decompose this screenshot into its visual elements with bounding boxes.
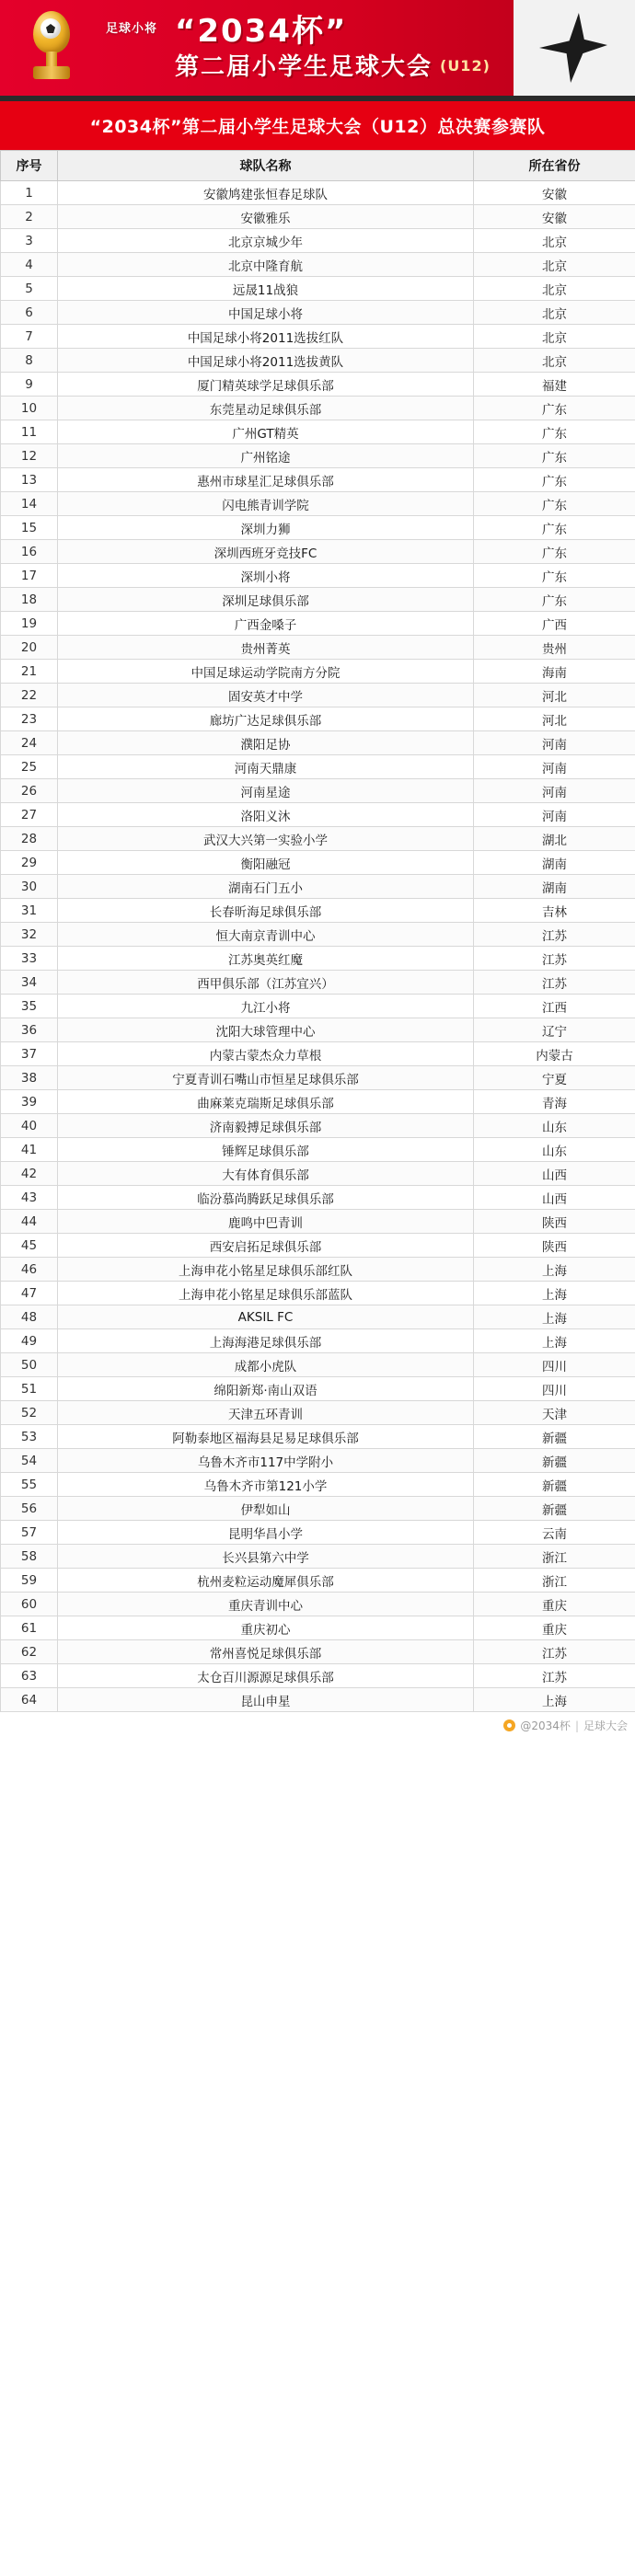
cell-province: 内蒙古 (474, 1042, 635, 1066)
table-row (1, 923, 635, 947)
table-row (1, 779, 635, 803)
cell-team-name: 曲麻莱克瑞斯足球俱乐部 (58, 1090, 474, 1114)
watermark-handle: @2034杯 (520, 1719, 571, 1732)
cell-team-name: 北京京城少年 (58, 229, 474, 253)
cell-team-name: 广西金嗓子 (58, 612, 474, 636)
cell-province: 重庆 (474, 1593, 635, 1616)
cell-team-name: 恒大南京青训中心 (58, 923, 474, 947)
cell-province: 陕西 (474, 1210, 635, 1234)
cell-index: 21 (1, 660, 58, 684)
banner-age-group: (U12) (440, 57, 491, 75)
table-row (1, 707, 635, 731)
table-row (1, 1090, 635, 1114)
table-row (1, 1186, 635, 1210)
cell-index: 42 (1, 1162, 58, 1186)
cell-index: 48 (1, 1305, 58, 1329)
cell-index: 13 (1, 468, 58, 492)
table-row (1, 301, 635, 325)
cell-province: 河南 (474, 803, 635, 827)
cell-index: 14 (1, 492, 58, 516)
watermark (503, 1718, 628, 1733)
table-header-row (1, 151, 635, 181)
cell-team-name: 廊坊广达足球俱乐部 (58, 707, 474, 731)
cell-index: 62 (1, 1640, 58, 1664)
cell-team-name: 九江小将 (58, 995, 474, 1018)
cell-index: 55 (1, 1473, 58, 1497)
cell-index: 19 (1, 612, 58, 636)
cell-index: 4 (1, 253, 58, 277)
banner-title-line1: “2034杯” (175, 13, 348, 50)
cell-index: 26 (1, 779, 58, 803)
cell-team-name: 昆山申星 (58, 1688, 474, 1712)
table-row (1, 851, 635, 875)
table-row (1, 612, 635, 636)
cell-province: 宁夏 (474, 1066, 635, 1090)
cell-province: 江苏 (474, 1664, 635, 1688)
cell-index: 59 (1, 1569, 58, 1593)
cell-province: 上海 (474, 1258, 635, 1282)
cell-province: 广东 (474, 444, 635, 468)
cell-team-name: 常州喜悦足球俱乐部 (58, 1640, 474, 1664)
cell-index: 61 (1, 1616, 58, 1640)
cell-province: 贵州 (474, 636, 635, 660)
cell-province: 北京 (474, 229, 635, 253)
weibo-icon (503, 1719, 515, 1731)
table-row (1, 660, 635, 684)
table-row (1, 899, 635, 923)
cell-province: 河南 (474, 779, 635, 803)
cell-province: 山西 (474, 1162, 635, 1186)
cell-province: 陕西 (474, 1234, 635, 1258)
cell-province: 江苏 (474, 947, 635, 971)
cell-team-name: 鹿鸣中巴青训 (58, 1210, 474, 1234)
cell-index: 33 (1, 947, 58, 971)
cell-index: 27 (1, 803, 58, 827)
cell-province: 四川 (474, 1353, 635, 1377)
cell-team-name: 西安启拓足球俱乐部 (58, 1234, 474, 1258)
cell-team-name: 重庆初心 (58, 1616, 474, 1640)
table-row (1, 827, 635, 851)
cell-index: 23 (1, 707, 58, 731)
cell-index: 38 (1, 1066, 58, 1090)
cell-team-name: 固安英才中学 (58, 684, 474, 707)
cell-index: 53 (1, 1425, 58, 1449)
cell-province: 江苏 (474, 923, 635, 947)
cell-province: 广东 (474, 516, 635, 540)
cell-province: 上海 (474, 1329, 635, 1353)
cell-province: 山西 (474, 1186, 635, 1210)
cell-team-name: 上海海港足球俱乐部 (58, 1329, 474, 1353)
table-row (1, 1640, 635, 1664)
cell-team-name: 洛阳义沐 (58, 803, 474, 827)
cell-index: 34 (1, 971, 58, 995)
table-row (1, 1377, 635, 1401)
cell-index: 56 (1, 1497, 58, 1521)
table-row (1, 995, 635, 1018)
table-row (1, 1258, 635, 1282)
cell-team-name: 上海申花小铭星足球俱乐部蓝队 (58, 1282, 474, 1305)
soccer-ball-icon (40, 18, 61, 39)
cell-team-name: 宁夏青训石嘴山市恒星足球俱乐部 (58, 1066, 474, 1090)
cell-index: 16 (1, 540, 58, 564)
watermark-separator: | (574, 1719, 579, 1732)
table-row (1, 325, 635, 349)
cell-province: 吉林 (474, 899, 635, 923)
cell-province: 安徽 (474, 181, 635, 205)
cell-index: 2 (1, 205, 58, 229)
column-header-province: 所在省份 (474, 151, 635, 181)
cell-index: 30 (1, 875, 58, 899)
cell-index: 44 (1, 1210, 58, 1234)
cell-province: 福建 (474, 373, 635, 397)
table-row (1, 1664, 635, 1688)
table-row (1, 1138, 635, 1162)
cell-province: 广东 (474, 564, 635, 588)
table-row (1, 1066, 635, 1090)
cell-index: 7 (1, 325, 58, 349)
cell-team-name: 大有体育俱乐部 (58, 1162, 474, 1186)
cell-team-name: 中国足球小将 (58, 301, 474, 325)
cell-team-name: 广州GT精英 (58, 420, 474, 444)
cell-index: 3 (1, 229, 58, 253)
cell-province: 上海 (474, 1305, 635, 1329)
table-row (1, 1162, 635, 1186)
banner-left-graphics (0, 0, 101, 96)
cell-index: 24 (1, 731, 58, 755)
cell-province: 新疆 (474, 1473, 635, 1497)
cell-province: 河北 (474, 684, 635, 707)
cell-index: 22 (1, 684, 58, 707)
table-row (1, 731, 635, 755)
cell-team-name: 西甲俱乐部（江苏宜兴） (58, 971, 474, 995)
cell-province: 青海 (474, 1090, 635, 1114)
table-row (1, 1042, 635, 1066)
cell-index: 40 (1, 1114, 58, 1138)
cell-province: 河北 (474, 707, 635, 731)
cell-index: 20 (1, 636, 58, 660)
cell-team-name: 远晟11战狼 (58, 277, 474, 301)
cell-province: 江苏 (474, 971, 635, 995)
cell-index: 8 (1, 349, 58, 373)
trophy-base-shape (33, 66, 70, 79)
cell-team-name: 乌鲁木齐市117中学附小 (58, 1449, 474, 1473)
cell-index: 9 (1, 373, 58, 397)
cell-index: 15 (1, 516, 58, 540)
cell-team-name: 阿勒泰地区福海县足易足球俱乐部 (58, 1425, 474, 1449)
cell-index: 54 (1, 1449, 58, 1473)
cell-team-name: 太仓百川源源足球俱乐部 (58, 1664, 474, 1688)
banner-right-panel (514, 0, 635, 96)
banner-title-line2: 第二届小学生足球大会 (175, 53, 433, 81)
cell-index: 41 (1, 1138, 58, 1162)
cell-province: 北京 (474, 325, 635, 349)
cell-province: 安徽 (474, 205, 635, 229)
cell-team-name: 深圳力狮 (58, 516, 474, 540)
cell-index: 10 (1, 397, 58, 420)
teams-table-container (0, 150, 635, 1712)
cell-province: 广东 (474, 420, 635, 444)
cell-index: 36 (1, 1018, 58, 1042)
table-row (1, 1282, 635, 1305)
cell-index: 47 (1, 1282, 58, 1305)
table-row (1, 971, 635, 995)
table-row (1, 229, 635, 253)
table-row (1, 875, 635, 899)
teams-table (0, 150, 635, 1712)
table-row (1, 803, 635, 827)
column-header-index: 序号 (1, 151, 58, 181)
cell-province: 广东 (474, 397, 635, 420)
table-row (1, 1569, 635, 1593)
cell-team-name: 安徽雅乐 (58, 205, 474, 229)
cell-province: 浙江 (474, 1545, 635, 1569)
table-row (1, 1234, 635, 1258)
cell-team-name: 杭州麦粒运动魔犀俱乐部 (58, 1569, 474, 1593)
table-row (1, 1210, 635, 1234)
cell-team-name: 乌鲁木齐市第121小学 (58, 1473, 474, 1497)
cell-team-name: 安徽鸠建张恒春足球队 (58, 181, 474, 205)
cell-index: 46 (1, 1258, 58, 1282)
table-row (1, 684, 635, 707)
table-row (1, 397, 635, 420)
cell-province: 北京 (474, 301, 635, 325)
table-row (1, 1449, 635, 1473)
table-row (1, 373, 635, 397)
table-row (1, 444, 635, 468)
table-row (1, 492, 635, 516)
cell-index: 52 (1, 1401, 58, 1425)
cell-team-name: AKSIL FC (58, 1305, 474, 1329)
cell-province: 天津 (474, 1401, 635, 1425)
cell-index: 60 (1, 1593, 58, 1616)
cell-team-name: 湖南石门五小 (58, 875, 474, 899)
cell-province: 广西 (474, 612, 635, 636)
cell-index: 11 (1, 420, 58, 444)
table-row (1, 1593, 635, 1616)
table-row (1, 588, 635, 612)
cell-index: 35 (1, 995, 58, 1018)
cell-team-name: 天津五环青训 (58, 1401, 474, 1425)
cell-index: 39 (1, 1090, 58, 1114)
cell-index: 25 (1, 755, 58, 779)
cell-province: 上海 (474, 1688, 635, 1712)
cell-team-name: 厦门精英球学足球俱乐部 (58, 373, 474, 397)
cell-province: 北京 (474, 349, 635, 373)
star-spark-icon (539, 13, 607, 83)
cell-index: 57 (1, 1521, 58, 1545)
column-header-team-name: 球队名称 (58, 151, 474, 181)
table-row (1, 253, 635, 277)
cell-team-name: 闪电熊青训学院 (58, 492, 474, 516)
cell-province: 广东 (474, 540, 635, 564)
cell-province: 江西 (474, 995, 635, 1018)
table-row (1, 516, 635, 540)
trophy-icon (24, 7, 79, 86)
organizer-logo-badge: 足球小将 (105, 21, 157, 36)
table-row (1, 468, 635, 492)
cell-index: 51 (1, 1377, 58, 1401)
cell-index: 63 (1, 1664, 58, 1688)
cell-province: 重庆 (474, 1616, 635, 1640)
cell-index: 50 (1, 1353, 58, 1377)
cell-team-name: 深圳西班牙竞技FC (58, 540, 474, 564)
cell-index: 6 (1, 301, 58, 325)
cell-team-name: 深圳小将 (58, 564, 474, 588)
cell-province: 广东 (474, 588, 635, 612)
table-row (1, 1616, 635, 1640)
cell-index: 45 (1, 1234, 58, 1258)
table-row (1, 1473, 635, 1497)
cell-index: 5 (1, 277, 58, 301)
cell-province: 新疆 (474, 1449, 635, 1473)
table-row (1, 420, 635, 444)
cell-province: 湖南 (474, 851, 635, 875)
table-row (1, 1497, 635, 1521)
cell-team-name: 绵阳新郑·南山双语 (58, 1377, 474, 1401)
cell-index: 32 (1, 923, 58, 947)
table-row (1, 1425, 635, 1449)
cell-province: 山东 (474, 1114, 635, 1138)
table-row (1, 564, 635, 588)
table-row (1, 1353, 635, 1377)
cell-team-name: 昆明华昌小学 (58, 1521, 474, 1545)
cell-team-name: 成都小虎队 (58, 1353, 474, 1377)
table-row (1, 1018, 635, 1042)
cell-team-name: 中国足球小将2011选拔黄队 (58, 349, 474, 373)
cell-province: 山东 (474, 1138, 635, 1162)
cell-team-name: 沈阳大球管理中心 (58, 1018, 474, 1042)
table-row (1, 1521, 635, 1545)
cell-province: 广东 (474, 492, 635, 516)
cell-index: 1 (1, 181, 58, 205)
table-row (1, 205, 635, 229)
cell-team-name: 临汾慕尚腾跃足球俱乐部 (58, 1186, 474, 1210)
table-row (1, 755, 635, 779)
cell-team-name: 内蒙古蒙杰众力草根 (58, 1042, 474, 1066)
cell-team-name: 濮阳足协 (58, 731, 474, 755)
cell-province: 辽宁 (474, 1018, 635, 1042)
cell-team-name: 中国足球小将2011选拔红队 (58, 325, 474, 349)
table-row (1, 1401, 635, 1425)
cell-province: 上海 (474, 1282, 635, 1305)
cell-province: 北京 (474, 253, 635, 277)
cell-team-name: 伊犁如山 (58, 1497, 474, 1521)
watermark-text: 足球大会 (583, 1719, 628, 1732)
cell-team-name: 重庆青训中心 (58, 1593, 474, 1616)
cell-index: 29 (1, 851, 58, 875)
cell-team-name: 长春昕海足球俱乐部 (58, 899, 474, 923)
cell-team-name: 长兴县第六中学 (58, 1545, 474, 1569)
cell-province: 云南 (474, 1521, 635, 1545)
cell-index: 58 (1, 1545, 58, 1569)
cell-province: 四川 (474, 1377, 635, 1401)
cell-index: 17 (1, 564, 58, 588)
table-row (1, 947, 635, 971)
cell-index: 64 (1, 1688, 58, 1712)
table-row (1, 181, 635, 205)
table-row (1, 349, 635, 373)
cell-team-name: 广州铭途 (58, 444, 474, 468)
cell-province: 浙江 (474, 1569, 635, 1593)
cell-index: 37 (1, 1042, 58, 1066)
cell-index: 12 (1, 444, 58, 468)
table-row (1, 1305, 635, 1329)
cell-team-name: 深圳足球俱乐部 (58, 588, 474, 612)
table-row (1, 277, 635, 301)
cell-province: 新疆 (474, 1425, 635, 1449)
teams-table-body (1, 181, 635, 1712)
cell-team-name: 武汉大兴第一实验小学 (58, 827, 474, 851)
cell-team-name: 上海申花小铭星足球俱乐部红队 (58, 1258, 474, 1282)
table-row (1, 1114, 635, 1138)
cell-team-name: 惠州市球星汇足球俱乐部 (58, 468, 474, 492)
cell-team-name: 锤辉足球俱乐部 (58, 1138, 474, 1162)
cell-province: 新疆 (474, 1497, 635, 1521)
table-row (1, 540, 635, 564)
footer-bar (0, 1712, 635, 1738)
event-banner (0, 0, 635, 96)
cell-index: 31 (1, 899, 58, 923)
cell-team-name: 北京中隆育航 (58, 253, 474, 277)
cell-province: 河南 (474, 731, 635, 755)
page-title: “2034杯”第二届小学生足球大会（U12）总决赛参赛队 (0, 101, 635, 150)
table-row (1, 1545, 635, 1569)
cell-team-name: 济南毅搏足球俱乐部 (58, 1114, 474, 1138)
cell-team-name: 中国足球运动学院南方分院 (58, 660, 474, 684)
cell-team-name: 江苏奥英红魔 (58, 947, 474, 971)
cell-province: 河南 (474, 755, 635, 779)
cell-index: 28 (1, 827, 58, 851)
cell-team-name: 贵州菁英 (58, 636, 474, 660)
cell-province: 江苏 (474, 1640, 635, 1664)
cell-team-name: 河南星途 (58, 779, 474, 803)
cell-team-name: 东莞星动足球俱乐部 (58, 397, 474, 420)
cell-index: 49 (1, 1329, 58, 1353)
table-row (1, 1688, 635, 1712)
cell-index: 18 (1, 588, 58, 612)
cell-team-name: 河南天鼎康 (58, 755, 474, 779)
cell-province: 湖北 (474, 827, 635, 851)
cell-province: 北京 (474, 277, 635, 301)
cell-team-name: 衡阳融冠 (58, 851, 474, 875)
table-row (1, 1329, 635, 1353)
table-row (1, 636, 635, 660)
cell-index: 43 (1, 1186, 58, 1210)
cell-province: 广东 (474, 468, 635, 492)
cell-province: 湖南 (474, 875, 635, 899)
cell-province: 海南 (474, 660, 635, 684)
